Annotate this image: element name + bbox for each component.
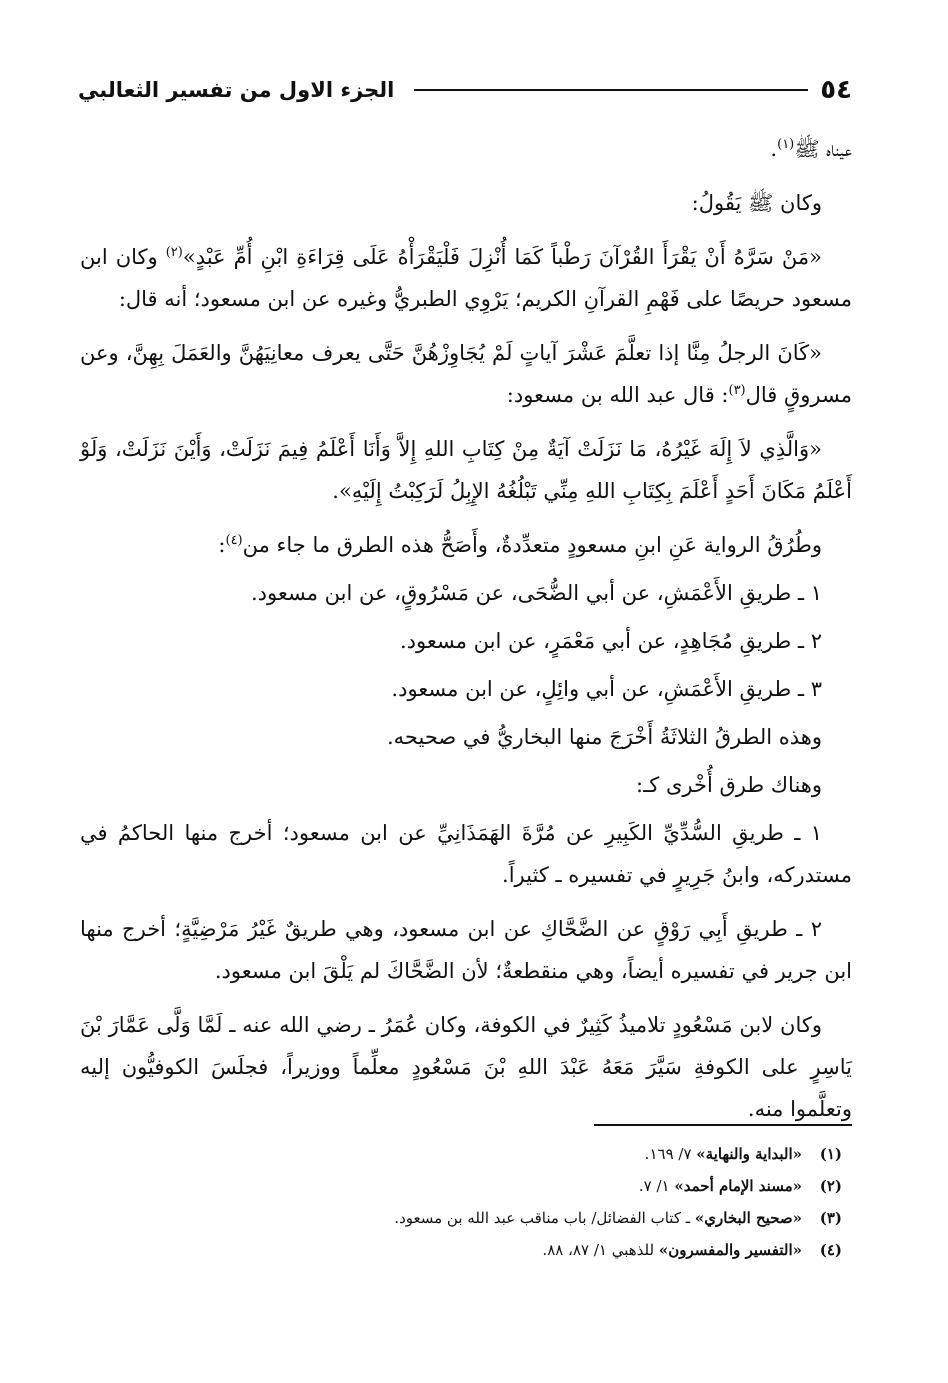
text: : (218, 533, 226, 557)
footnote (80, 1138, 842, 1170)
paragraph (80, 128, 852, 170)
footnote (80, 1202, 842, 1234)
footnote-source: «التفسير والمفسرون» (658, 1241, 802, 1259)
paragraph: وكان لابن مَسْعُودٍ تلاميذُ كَثِيرٌ في الكوفة، وكان عُمَرُ ـ رضي الله عنه ـ لَمَّا وَلَّى عَمَّارَ بْنَ يَاسِرٍ على الكوفةِ سَيَّرَ مَعَهُ عَبْدَ اللهِ بْنَ مَسْعُودٍ معلِّماً ووزيراً، فجلَسَ الكوفيُّون إليه وتعلَّموا منه. (80, 1013, 852, 1121)
footnotes (80, 1138, 842, 1266)
footnote-text: للذهبي ١/ ٨٧، ٨٨. (542, 1241, 659, 1259)
main-text (80, 128, 852, 1136)
footnote-number: (١) (819, 1145, 842, 1163)
header-rule (414, 89, 808, 91)
quote-paragraph (80, 236, 852, 320)
footnote-number: (٢) (819, 1177, 842, 1195)
paragraph (80, 524, 852, 566)
quote-text: «كَانَ الرجلُ مِنَّا إذا تعلَّمَ عَشْرَ آياتٍ لَمْ يُجَاوِزْهُنَّ حَتَّى يعرف معانِيَهُنَّ والعَمَلَ بِهِنَّ، وعن مسروقٍ قال (80, 341, 852, 407)
footnote-source: «البداية والنهاية» (696, 1145, 802, 1163)
list-item: ١ ـ طريقِ الأَعْمَشِ، عن أبي الضُّحَى، عن مَسْرُوقٍ، عن ابن مسعود. (250, 581, 822, 605)
footnote-text: ـ كتاب الفضائل/ باب مناقب عبد الله بن مسعود. (394, 1209, 695, 1227)
paragraph: وهناك طرق أُخْرى كـ: (636, 773, 822, 797)
running-title: الجزء الاول من تفسير الثعالبي (78, 78, 395, 102)
text: وطُرُقُ الرواية عَنِ ابنِ مسعودٍ متعدِّدةٌ، وأَصَحُّ هذه الطرق ما جاء من (242, 533, 822, 557)
quote-paragraph (80, 332, 852, 416)
running-header (78, 70, 852, 110)
footnote-source: «صحيح البخاري» (694, 1209, 802, 1227)
footnote-source: «مسند الإمام أحمد» (674, 1177, 802, 1195)
footnote-number: (٣) (819, 1209, 842, 1227)
paragraph: وهذه الطرقُ الثلاثَةُ أَخْرَجَ منها البخاريُّ في صحيحه. (387, 725, 822, 749)
text: . (770, 137, 778, 161)
hadith-quote: «مَنْ سَرَّهُ أَنْ يَقْرَأَ القُرْآنَ رَطْباً كَمَا أُنْزِلَ فَلْيَقْرَأْهُ عَلَى قِرَاءَةِ ابْنِ أُمِّ عَبْدٍ» (182, 245, 822, 269)
footnote-text: ٧/ ١٦٩. (644, 1145, 697, 1163)
text: : قال عبد الله بن مسعود: (506, 383, 729, 407)
footnote-ref: (٢) (165, 245, 183, 260)
paragraph: وكان ﷺ يَقُولُ: (691, 191, 822, 215)
footnote-separator (594, 1124, 852, 1126)
footnote (80, 1234, 842, 1266)
text: عيناه ﷺ (794, 137, 852, 161)
list-item: ٣ ـ طريقِ الأَعْمَشِ، عن أبي وائِلٍ، عن ابن مسعود. (391, 677, 822, 701)
footnote-ref: (٣) (728, 383, 746, 398)
footnote (80, 1170, 842, 1202)
list-item: ١ ـ طريقِ السُّدِّيِّ الكَبِيرِ عن مُرَّةَ الهَمَذَانِيِّ عن ابن مسعود؛ أخرج منها الحاكمُ في مستدركه، وابنُ جَرِيرٍ في تفسيره ـ كثيراً. (80, 821, 852, 887)
footnote-ref: (١) (777, 137, 795, 152)
footnote-ref: (٤) (225, 533, 243, 548)
list-item: ٢ ـ طريقِ مُجَاهِدٍ، عن أبي مَعْمَرٍ، عن ابن مسعود. (399, 629, 822, 653)
footnote-text: ١/ ٧. (638, 1177, 675, 1195)
text: وكان ابن مسعود حريصًا على فَهْمِ القرآنِ الكريم؛ يَرْوِي الطبريُّ وغيره عن ابن مسعود؛ أنه قال: (80, 245, 852, 311)
page-number: ٥٤ (820, 75, 852, 105)
footnote-number: (٤) (819, 1241, 842, 1259)
quote-paragraph: «وَالَّذِي لاَ إِلَهَ غَيْرُهُ، مَا نَزَلَتْ آيَةٌ مِنْ كِتَابِ اللهِ إِلاَّ وَأَنَا أَعْلَمُ فِيمَ نَزَلَتْ، وَأَيْنَ نَزَلَتْ، وَلَوْ أَعْلَمُ مَكَانَ أَحَدٍ أَعْلَمَ بِكِتَابِ اللهِ مِنِّي تَبْلُغُهُ الإِبِلُ لَرَكِبْتُ إِلَيْهِ». (80, 437, 852, 503)
list-item: ٢ ـ طريقِ أَبِي رَوْقٍ عن الضَّحَّاكِ عن ابن مسعود، وهي طريقٌ غَيْرُ مَرْضِيَّةٍ؛ أخرج منها ابن جرير في تفسيره أيضاً، وهي منقطعةٌ؛ لأن الضَّحَّاكَ لم يَلْقَ ابن مسعود. (80, 917, 852, 983)
